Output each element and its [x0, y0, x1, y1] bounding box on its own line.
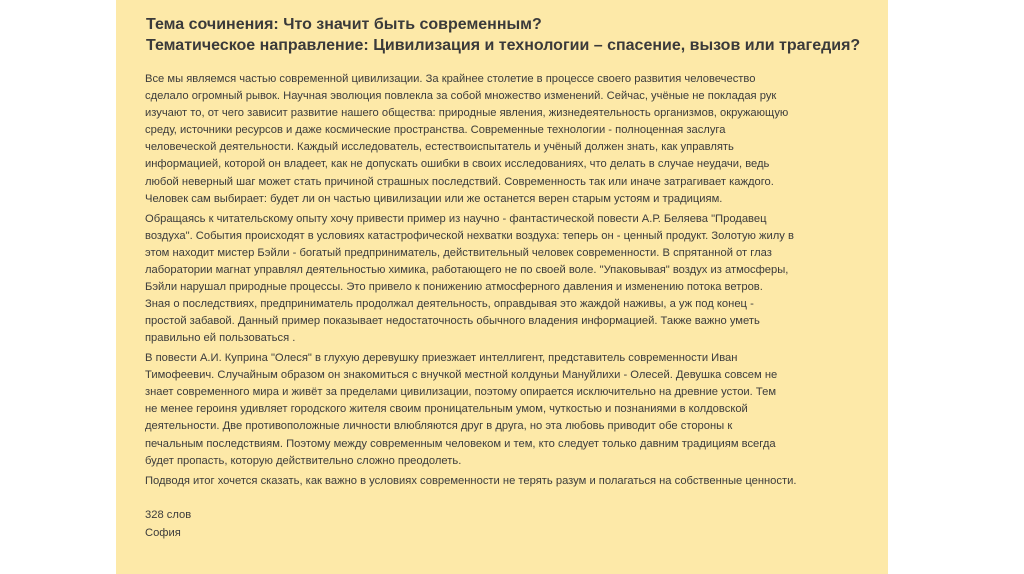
text-line: не менее героиня удивляет городского жителя своим проницательным умом, чуткостью и познаниями в колдовской: [145, 403, 748, 416]
author-name: София: [145, 527, 181, 539]
text-line: среду, источники ресурсов и даже космические пространства. Современные технологии - полноценная заслуга: [145, 124, 726, 137]
paragraph: [145, 71, 881, 208]
text-line: правильно ей пользоваться .: [145, 332, 296, 345]
text-line: этом находит мистер Бэйли - богатый предприниматель, действительный человек современности. В спрятанной от глаз: [145, 246, 772, 259]
text-line: изучают то, от чего зависит развитие нашего общества: природные явления, жизнедеятельность организмов, окружающую: [145, 107, 789, 120]
text-line: информацией, которой он владеет, как не допускать ошибки в своих исследованиях, что делать в случае неудачи, ведь: [145, 158, 770, 171]
essay-footer: [145, 506, 191, 542]
text-line: Зная о последствиях, предприниматель продолжал деятельность, оправдывая это жаждой наживы, а уж под конец -: [145, 298, 754, 311]
word-count: 328 слов: [145, 509, 192, 521]
slide: [116, 0, 888, 574]
text-line: Обращаясь к читательскому опыту хочу привести пример из научно - фантастической повести А.Р. Беляева "Продавец: [145, 212, 767, 225]
paragraph: [145, 211, 881, 348]
text-line: воздуха". События происходят в условиях катастрофической нехватки воздуха: теперь он - ценный продукт. Золотую жилу в: [145, 229, 794, 242]
essay-topic: Тема сочинения: Что значит быть современным?: [146, 16, 542, 33]
text-line: Все мы являемся частью современной цивилизации. За крайнее столетие в процессе своего развития человечество: [145, 73, 756, 85]
text-line: знает современного мира и живёт за пределами цивилизации, поэтому опирается исключительно на древние устои. Тем: [145, 386, 777, 399]
text-line: лаборатории магнат управлял деятельностью химика, работающего не по своей воле. "Упаковывая" воздух из атмосферы,: [145, 263, 789, 276]
text-line: любой неверный шаг может стать причиной страшных последствий. Современность так или иначе затрагивает каждого.: [145, 175, 774, 188]
essay-body: [145, 71, 881, 492]
text-line: Подводя итог хочется сказать, как важно в условиях современности не терять разум и полагаться на собственные ценности.: [145, 474, 797, 487]
text-line: простой забавой. Данный пример показывает недостаточность обычного владения информацией. Также важно уметь: [145, 315, 760, 328]
text-line: человеческой деятельности. Каждый исследователь, естествоиспытатель и учёный должен знать, как управлять: [145, 141, 734, 154]
text-line: Бэйли нарушал природные процессы. Это привело к понижению атмосферного давления и изменению потока ветров.: [145, 280, 763, 293]
paragraph: [145, 350, 881, 470]
essay-title: [146, 14, 886, 56]
text-line: В повести А.И. Куприна "Олеся" в глухую деревушку приезжает интеллигент, представитель современности Иван: [145, 352, 738, 365]
text-line: будет пропасть, которую действительно сложно преодолеть.: [145, 454, 462, 467]
paragraph: [145, 473, 881, 490]
essay-theme: Тематическое направление: Цивилизация и технологии – спасение, вызов или трагедия?: [146, 37, 861, 54]
text-line: Человек сам выбирает: будет ли он частью цивилизации или же останется верен старым устоям и традициям.: [145, 192, 723, 205]
text-line: Тимофеевич. Случайным образом он знакомиться с внучкой местной колдуньи Мануйлихи - Олесей. Девушка совсем не: [145, 369, 778, 382]
text-line: сделало огромный рывок. Научная эволюция повлекла за собой множество изменений. Сейчас, учёные не покладая рук: [145, 90, 777, 103]
text-line: деятельности. Две противоположные личности влюбляются друг в друга, но эта любовь приводит обе стороны к: [145, 420, 733, 433]
text-line: печальным последствиям. Поэтому между современным человеком и тем, кто следует только давним традициям всегда: [145, 437, 776, 450]
